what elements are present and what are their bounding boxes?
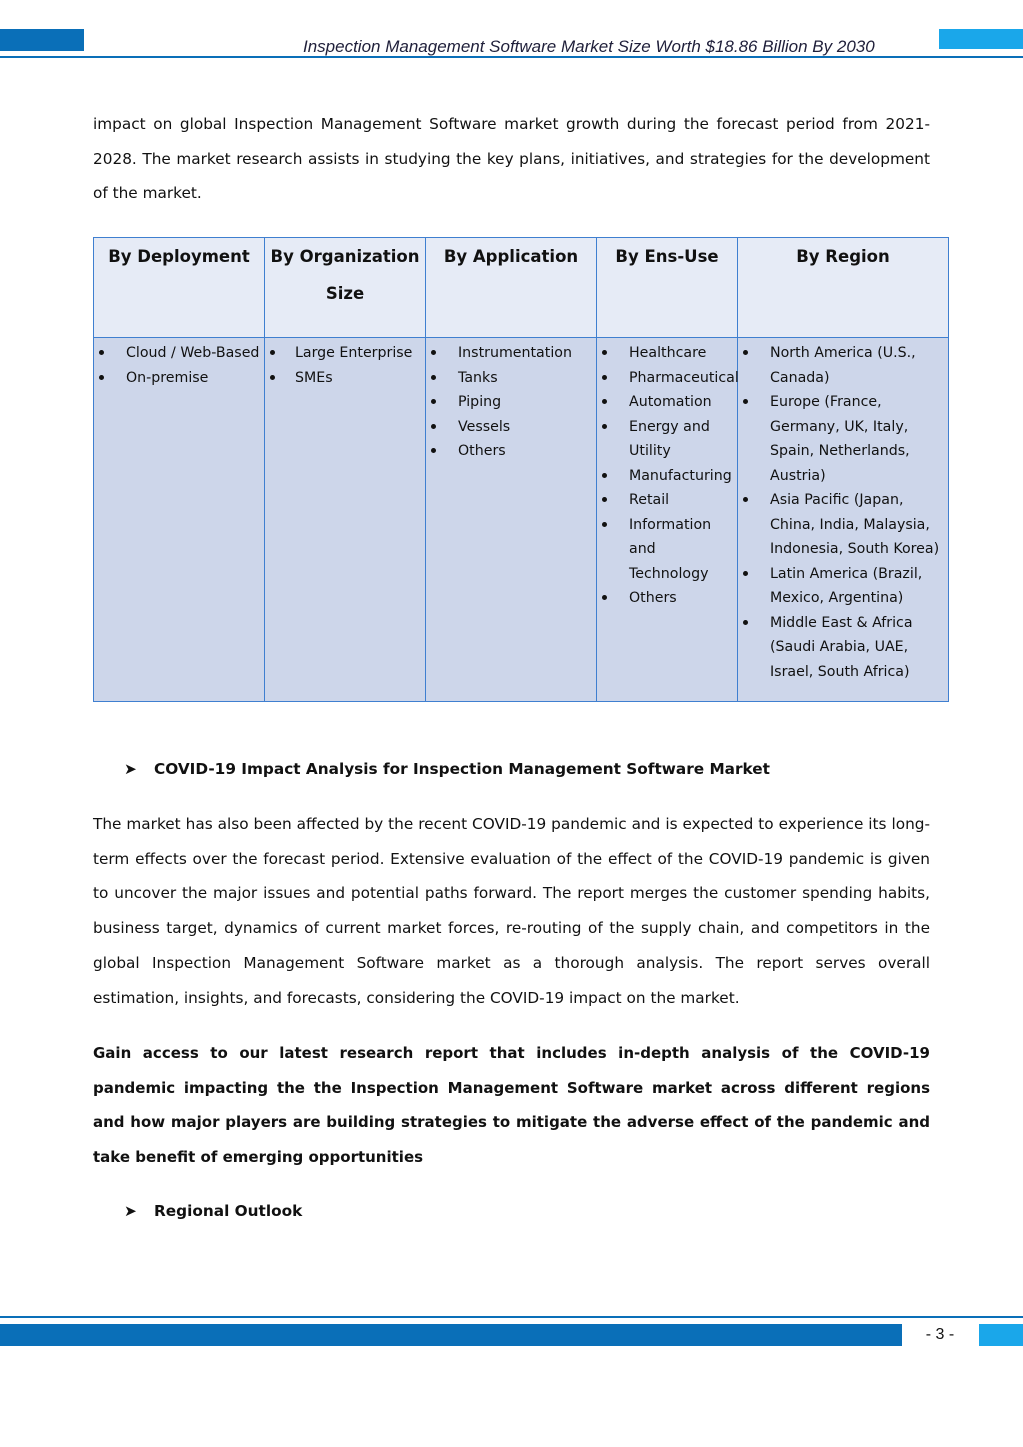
page-number: - 3 - — [925, 1326, 955, 1343]
cell-organization-size — [265, 338, 426, 702]
covid-paragraph: The market has also been affected by the recent COVID-19 pandemic and is expected to experience its long-term effects over the forecast period. Extensive evaluation of the effect of the COVID-19 pandemic is given to uncover the major issues and potential paths forward. The report merges the customer spending habits, business target, dynamics of current market forces, re-routing of the supply chain, and competitors in the global Inspection Management Software market as a thorough analysis. The report serves overall estimation, insights, and forecasts, considering the COVID-19 impact on the market. — [93, 815, 930, 1007]
covid-section-heading — [124, 760, 770, 778]
region-list — [738, 341, 948, 684]
organization-size-list — [265, 341, 425, 390]
list-item: Automation — [597, 390, 737, 415]
covid-heading-text: COVID-19 Impact Analysis for Inspection Management Software Market — [154, 760, 770, 778]
list-item: SMEs — [265, 366, 425, 391]
footer-accent-left — [0, 1324, 902, 1346]
list-item: Middle East & Africa (Saudi Arabia, UAE, Israel, South Africa) — [738, 611, 948, 685]
deployment-list — [94, 341, 264, 390]
intro-paragraph: impact on global Inspection Management Software market growth during the forecast period from 2021-2028. The market research assists in studying the key plans, initiatives, and strategies for the development of the market. — [93, 115, 930, 203]
column-header-deployment: By Deployment — [94, 238, 265, 338]
cell-deployment — [94, 338, 265, 702]
list-item: Piping — [426, 390, 596, 415]
footer-accent-right — [979, 1324, 1023, 1346]
list-item: Energy and Utility — [597, 415, 737, 464]
cell-region — [738, 338, 949, 702]
regional-heading-text: Regional Outlook — [154, 1202, 303, 1220]
column-header-organization-size: By Organization Size — [265, 238, 426, 338]
arrowhead-bullet-icon: ➤ — [124, 1202, 137, 1220]
cell-end-use — [597, 338, 738, 702]
header-rule — [0, 56, 1023, 58]
document-title: Inspection Management Software Market Size Worth $18.86 Billion By 2030 — [303, 37, 875, 56]
column-header-application: By Application — [426, 238, 597, 338]
table-header-row — [94, 238, 949, 338]
list-item: Others — [597, 586, 737, 611]
list-item: Tanks — [426, 366, 596, 391]
segmentation-table — [93, 237, 949, 702]
list-item: Europe (France, Germany, UK, Italy, Spain, Netherlands, Austria) — [738, 390, 948, 488]
arrowhead-bullet-icon: ➤ — [124, 760, 137, 778]
table-row — [94, 338, 949, 702]
cta-paragraph: Gain access to our latest research report that includes in-depth analysis of the COVID-19 pandemic impacting the the Inspection Management Software market across different regions and how major players are building strategies to mitigate the adverse effect of the pandemic and take benefit of emerging opportunities — [93, 1044, 930, 1167]
list-item: Asia Pacific (Japan, China, India, Malaysia, Indonesia, South Korea) — [738, 488, 948, 562]
list-item: North America (U.S., Canada) — [738, 341, 948, 390]
list-item: Vessels — [426, 415, 596, 440]
list-item: Retail — [597, 488, 737, 513]
list-item: Information and Technology — [597, 513, 737, 587]
footer-rule — [0, 1316, 1023, 1318]
column-header-region: By Region — [738, 238, 949, 338]
list-item: Manufacturing — [597, 464, 737, 489]
column-header-end-use: By Ens-Use — [597, 238, 738, 338]
list-item: Large Enterprise — [265, 341, 425, 366]
list-item: Instrumentation — [426, 341, 596, 366]
list-item: On-premise — [94, 366, 264, 391]
regional-outlook-heading — [124, 1202, 302, 1220]
header-accent-right — [939, 29, 1023, 49]
header-accent-left — [0, 29, 84, 51]
list-item: Cloud / Web-Based — [94, 341, 264, 366]
list-item: Pharmaceutical — [597, 366, 737, 391]
cell-application — [426, 338, 597, 702]
list-item: Healthcare — [597, 341, 737, 366]
application-list — [426, 341, 596, 464]
end-use-list — [597, 341, 737, 611]
list-item: Latin America (Brazil, Mexico, Argentina) — [738, 562, 948, 611]
list-item: Others — [426, 439, 596, 464]
